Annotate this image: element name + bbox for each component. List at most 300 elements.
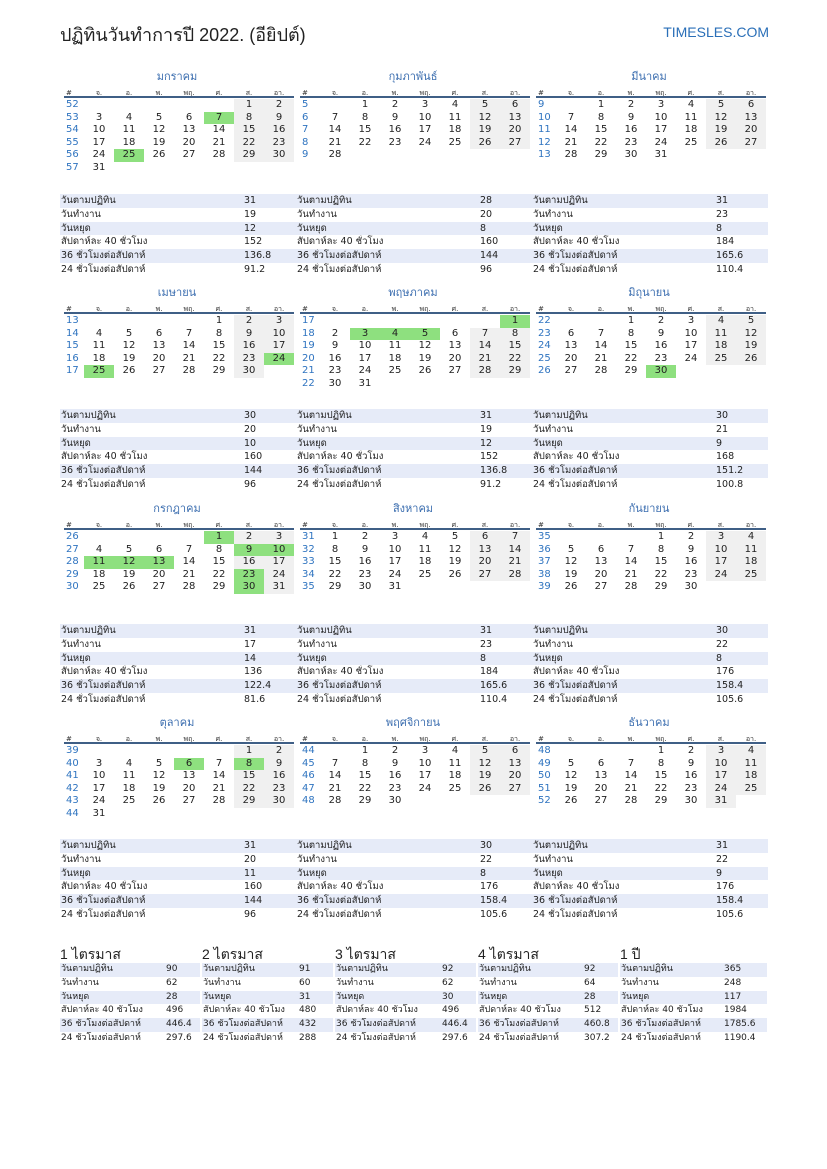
day-cell[interactable]: 5 bbox=[470, 99, 500, 112]
day-cell[interactable]: 4 bbox=[125, 757, 133, 769]
day-cell[interactable]: 6 bbox=[597, 543, 605, 555]
day-cell[interactable]: 28 bbox=[182, 365, 196, 377]
day-cell[interactable]: 10 bbox=[684, 327, 698, 339]
day-cell[interactable]: 16 bbox=[684, 556, 698, 568]
day-cell[interactable]: 17 bbox=[654, 124, 668, 136]
day-cell[interactable]: 29 bbox=[212, 581, 226, 593]
day-cell[interactable]: 13 bbox=[736, 112, 766, 125]
day-cell[interactable]: 20 bbox=[152, 568, 166, 580]
day-cell[interactable]: 31 bbox=[654, 149, 668, 161]
day-cell[interactable]: 31 bbox=[92, 161, 106, 173]
day-cell[interactable]: 15 bbox=[654, 556, 668, 568]
day-cell[interactable]: 29 bbox=[500, 365, 530, 378]
day-cell[interactable]: 17 bbox=[264, 556, 294, 569]
holiday-cell[interactable]: 5 bbox=[410, 328, 440, 341]
day-cell[interactable]: 5 bbox=[736, 315, 766, 328]
day-cell[interactable]: 4 bbox=[687, 99, 695, 110]
day-cell[interactable]: 16 bbox=[624, 124, 638, 136]
day-cell[interactable]: 5 bbox=[451, 531, 459, 542]
day-cell[interactable]: 20 bbox=[736, 124, 766, 137]
day-cell[interactable]: 25 bbox=[448, 136, 462, 148]
day-cell[interactable]: 14 bbox=[624, 556, 638, 568]
day-cell[interactable]: 11 bbox=[122, 124, 136, 136]
day-cell[interactable]: 19 bbox=[470, 124, 500, 137]
day-cell[interactable]: 25 bbox=[92, 581, 106, 593]
day-cell[interactable]: 25 bbox=[122, 795, 136, 807]
day-cell[interactable]: 19 bbox=[122, 568, 136, 580]
day-cell[interactable]: 10 bbox=[706, 758, 736, 771]
day-cell[interactable]: 28 bbox=[328, 149, 342, 161]
day-cell[interactable]: 10 bbox=[92, 124, 106, 136]
day-cell[interactable]: 24 bbox=[706, 783, 736, 796]
day-cell[interactable]: 4 bbox=[706, 315, 736, 328]
day-cell[interactable]: 6 bbox=[470, 531, 500, 544]
day-cell[interactable]: 17 bbox=[388, 556, 402, 568]
day-cell[interactable]: 17 bbox=[418, 770, 432, 782]
day-cell[interactable]: 17 bbox=[92, 782, 106, 794]
day-cell[interactable]: 22 bbox=[624, 352, 638, 364]
day-cell[interactable]: 22 bbox=[212, 352, 226, 364]
day-cell[interactable]: 11 bbox=[122, 770, 136, 782]
day-cell[interactable]: 22 bbox=[234, 783, 264, 796]
day-cell[interactable]: 15 bbox=[624, 340, 638, 352]
day-cell[interactable]: 27 bbox=[182, 795, 196, 807]
day-cell[interactable]: 14 bbox=[328, 770, 342, 782]
holiday-cell[interactable]: 8 bbox=[234, 758, 264, 771]
day-cell[interactable]: 20 bbox=[500, 124, 530, 137]
day-cell[interactable]: 1 bbox=[361, 745, 369, 756]
day-cell[interactable]: 15 bbox=[654, 770, 668, 782]
day-cell[interactable]: 16 bbox=[328, 352, 342, 364]
day-cell[interactable]: 15 bbox=[212, 556, 226, 568]
day-cell[interactable]: 18 bbox=[388, 352, 402, 364]
day-cell[interactable]: 24 bbox=[654, 136, 668, 148]
day-cell[interactable]: 19 bbox=[470, 770, 500, 783]
day-cell[interactable]: 12 bbox=[448, 543, 462, 555]
day-cell[interactable]: 9 bbox=[264, 758, 294, 771]
day-cell[interactable]: 3 bbox=[95, 111, 103, 123]
day-cell[interactable]: 28 bbox=[182, 581, 196, 593]
holiday-cell[interactable]: 25 bbox=[114, 149, 144, 162]
day-cell[interactable]: 28 bbox=[594, 365, 608, 377]
day-cell[interactable]: 28 bbox=[500, 569, 530, 582]
day-cell[interactable]: 14 bbox=[182, 556, 196, 568]
day-cell[interactable]: 23 bbox=[388, 136, 402, 148]
day-cell[interactable]: 24 bbox=[418, 782, 432, 794]
day-cell[interactable]: 17 bbox=[684, 340, 698, 352]
day-cell[interactable]: 6 bbox=[567, 327, 575, 339]
day-cell[interactable]: 31 bbox=[264, 581, 294, 594]
day-cell[interactable]: 24 bbox=[418, 136, 432, 148]
day-cell[interactable]: 5 bbox=[155, 111, 163, 123]
day-cell[interactable]: 18 bbox=[418, 556, 432, 568]
day-cell[interactable]: 8 bbox=[234, 112, 264, 125]
day-cell[interactable]: 12 bbox=[564, 770, 578, 782]
day-cell[interactable]: 2 bbox=[391, 99, 399, 110]
day-cell[interactable]: 16 bbox=[264, 124, 294, 137]
day-cell[interactable]: 8 bbox=[215, 327, 223, 339]
day-cell[interactable]: 10 bbox=[388, 543, 402, 555]
day-cell[interactable]: 19 bbox=[152, 782, 166, 794]
day-cell[interactable]: 28 bbox=[564, 149, 578, 161]
day-cell[interactable]: 11 bbox=[418, 543, 432, 555]
day-cell[interactable]: 11 bbox=[448, 111, 462, 123]
day-cell[interactable]: 1 bbox=[215, 315, 223, 326]
day-cell[interactable]: 7 bbox=[185, 543, 193, 555]
day-cell[interactable]: 13 bbox=[500, 758, 530, 771]
holiday-cell[interactable]: 12 bbox=[114, 556, 144, 569]
holiday-cell[interactable]: 6 bbox=[174, 758, 204, 771]
day-cell[interactable]: 17 bbox=[418, 124, 432, 136]
day-cell[interactable]: 20 bbox=[594, 568, 608, 580]
day-cell[interactable]: 21 bbox=[212, 136, 226, 148]
day-cell[interactable]: 29 bbox=[234, 795, 264, 808]
day-cell[interactable]: 27 bbox=[594, 795, 608, 807]
day-cell[interactable]: 8 bbox=[361, 757, 369, 769]
day-cell[interactable]: 17 bbox=[706, 770, 736, 783]
day-cell[interactable]: 20 bbox=[470, 556, 500, 569]
day-cell[interactable]: 21 bbox=[182, 568, 196, 580]
holiday-cell[interactable]: 23 bbox=[234, 569, 264, 582]
day-cell[interactable]: 7 bbox=[185, 327, 193, 339]
day-cell[interactable]: 19 bbox=[122, 352, 136, 364]
day-cell[interactable]: 13 bbox=[500, 112, 530, 125]
day-cell[interactable]: 25 bbox=[418, 568, 432, 580]
day-cell[interactable]: 23 bbox=[388, 782, 402, 794]
day-cell[interactable]: 14 bbox=[182, 340, 196, 352]
day-cell[interactable]: 18 bbox=[122, 136, 136, 148]
day-cell[interactable]: 22 bbox=[654, 782, 668, 794]
day-cell[interactable]: 30 bbox=[624, 149, 638, 161]
holiday-cell[interactable]: 10 bbox=[264, 544, 294, 557]
day-cell[interactable]: 26 bbox=[564, 795, 578, 807]
day-cell[interactable]: 11 bbox=[736, 544, 766, 557]
day-cell[interactable]: 13 bbox=[470, 544, 500, 557]
day-cell[interactable]: 9 bbox=[627, 111, 635, 123]
day-cell[interactable]: 23 bbox=[654, 352, 668, 364]
day-cell[interactable]: 30 bbox=[358, 581, 372, 593]
day-cell[interactable]: 6 bbox=[500, 745, 530, 758]
day-cell[interactable]: 24 bbox=[92, 149, 106, 161]
day-cell[interactable]: 30 bbox=[684, 581, 698, 593]
day-cell[interactable]: 8 bbox=[597, 111, 605, 123]
day-cell[interactable]: 11 bbox=[736, 758, 766, 771]
day-cell[interactable]: 3 bbox=[95, 757, 103, 769]
day-cell[interactable]: 29 bbox=[234, 149, 264, 162]
day-cell[interactable]: 27 bbox=[500, 783, 530, 796]
day-cell[interactable]: 2 bbox=[361, 531, 369, 542]
day-cell[interactable]: 4 bbox=[736, 745, 766, 758]
day-cell[interactable]: 19 bbox=[418, 352, 432, 364]
day-cell[interactable]: 14 bbox=[470, 340, 500, 353]
day-cell[interactable]: 27 bbox=[152, 365, 166, 377]
day-cell[interactable]: 17 bbox=[92, 136, 106, 148]
day-cell[interactable]: 26 bbox=[122, 581, 136, 593]
day-cell[interactable]: 3 bbox=[264, 315, 294, 328]
day-cell[interactable]: 24 bbox=[388, 568, 402, 580]
day-cell[interactable]: 6 bbox=[451, 327, 459, 339]
day-cell[interactable]: 14 bbox=[212, 124, 226, 136]
day-cell[interactable]: 28 bbox=[328, 795, 342, 807]
day-cell[interactable]: 23 bbox=[234, 353, 264, 366]
day-cell[interactable]: 12 bbox=[470, 112, 500, 125]
day-cell[interactable]: 22 bbox=[594, 136, 608, 148]
day-cell[interactable]: 1 bbox=[657, 531, 665, 542]
day-cell[interactable]: 27 bbox=[152, 581, 166, 593]
day-cell[interactable]: 30 bbox=[264, 795, 294, 808]
day-cell[interactable]: 6 bbox=[155, 543, 163, 555]
day-cell[interactable]: 10 bbox=[418, 757, 432, 769]
day-cell[interactable]: 3 bbox=[706, 745, 736, 758]
day-cell[interactable]: 22 bbox=[500, 353, 530, 366]
day-cell[interactable]: 1 bbox=[331, 531, 339, 542]
day-cell[interactable]: 14 bbox=[328, 124, 342, 136]
holiday-cell[interactable]: 7 bbox=[204, 112, 234, 125]
day-cell[interactable]: 30 bbox=[234, 365, 264, 378]
day-cell[interactable]: 4 bbox=[421, 531, 429, 542]
day-cell[interactable]: 24 bbox=[264, 569, 294, 582]
day-cell[interactable]: 20 bbox=[448, 352, 462, 364]
day-cell[interactable]: 21 bbox=[564, 136, 578, 148]
day-cell[interactable]: 22 bbox=[212, 568, 226, 580]
day-cell[interactable]: 16 bbox=[654, 340, 668, 352]
day-cell[interactable]: 6 bbox=[185, 111, 193, 123]
holiday-cell[interactable]: 30 bbox=[646, 365, 676, 378]
day-cell[interactable]: 14 bbox=[212, 770, 226, 782]
day-cell[interactable]: 21 bbox=[470, 353, 500, 366]
day-cell[interactable]: 5 bbox=[125, 543, 133, 555]
day-cell[interactable]: 20 bbox=[182, 136, 196, 148]
day-cell[interactable]: 18 bbox=[448, 124, 462, 136]
day-cell[interactable]: 29 bbox=[654, 795, 668, 807]
day-cell[interactable]: 21 bbox=[182, 352, 196, 364]
day-cell[interactable]: 20 bbox=[500, 770, 530, 783]
day-cell[interactable]: 9 bbox=[391, 757, 399, 769]
day-cell[interactable]: 26 bbox=[564, 581, 578, 593]
day-cell[interactable]: 9 bbox=[331, 340, 339, 352]
day-cell[interactable]: 2 bbox=[627, 99, 635, 110]
day-cell[interactable]: 3 bbox=[706, 531, 736, 544]
day-cell[interactable]: 7 bbox=[500, 531, 530, 544]
day-cell[interactable]: 29 bbox=[358, 795, 372, 807]
day-cell[interactable]: 24 bbox=[706, 569, 736, 582]
day-cell[interactable]: 6 bbox=[597, 757, 605, 769]
day-cell[interactable]: 8 bbox=[500, 328, 530, 341]
day-cell[interactable]: 9 bbox=[657, 327, 665, 339]
day-cell[interactable]: 24 bbox=[358, 365, 372, 377]
day-cell[interactable]: 4 bbox=[451, 99, 459, 110]
day-cell[interactable]: 12 bbox=[564, 556, 578, 568]
day-cell[interactable]: 19 bbox=[152, 136, 166, 148]
day-cell[interactable]: 2 bbox=[687, 745, 695, 756]
day-cell[interactable]: 8 bbox=[657, 757, 665, 769]
day-cell[interactable]: 23 bbox=[684, 568, 698, 580]
day-cell[interactable]: 28 bbox=[624, 795, 638, 807]
day-cell[interactable]: 2 bbox=[391, 745, 399, 756]
holiday-cell[interactable]: 3 bbox=[350, 328, 380, 341]
day-cell[interactable]: 10 bbox=[92, 770, 106, 782]
day-cell[interactable]: 3 bbox=[391, 531, 399, 542]
day-cell[interactable]: 2 bbox=[264, 745, 294, 758]
day-cell[interactable]: 29 bbox=[328, 581, 342, 593]
day-cell[interactable]: 13 bbox=[564, 340, 578, 352]
day-cell[interactable]: 9 bbox=[687, 757, 695, 769]
day-cell[interactable]: 28 bbox=[624, 581, 638, 593]
day-cell[interactable]: 2 bbox=[331, 327, 339, 339]
day-cell[interactable]: 11 bbox=[684, 111, 698, 123]
day-cell[interactable]: 26 bbox=[470, 137, 500, 150]
day-cell[interactable]: 15 bbox=[594, 124, 608, 136]
day-cell[interactable]: 18 bbox=[92, 568, 106, 580]
day-cell[interactable]: 27 bbox=[448, 365, 462, 377]
day-cell[interactable]: 25 bbox=[736, 569, 766, 582]
day-cell[interactable]: 15 bbox=[358, 770, 372, 782]
day-cell[interactable]: 19 bbox=[448, 556, 462, 568]
day-cell[interactable]: 26 bbox=[470, 783, 500, 796]
day-cell[interactable]: 6 bbox=[500, 99, 530, 112]
day-cell[interactable]: 23 bbox=[328, 365, 342, 377]
day-cell[interactable]: 11 bbox=[388, 340, 402, 352]
day-cell[interactable]: 16 bbox=[234, 556, 264, 569]
day-cell[interactable]: 6 bbox=[155, 327, 163, 339]
day-cell[interactable]: 1 bbox=[627, 315, 635, 326]
day-cell[interactable]: 8 bbox=[215, 543, 223, 555]
day-cell[interactable]: 4 bbox=[95, 543, 103, 555]
day-cell[interactable]: 8 bbox=[657, 543, 665, 555]
day-cell[interactable]: 8 bbox=[627, 327, 635, 339]
day-cell[interactable]: 23 bbox=[264, 783, 294, 796]
day-cell[interactable]: 17 bbox=[358, 352, 372, 364]
day-cell[interactable]: 7 bbox=[597, 327, 605, 339]
day-cell[interactable]: 2 bbox=[264, 99, 294, 112]
day-cell[interactable]: 27 bbox=[500, 137, 530, 150]
day-cell[interactable]: 1 bbox=[234, 745, 264, 758]
day-cell[interactable]: 13 bbox=[182, 124, 196, 136]
day-cell[interactable]: 15 bbox=[212, 340, 226, 352]
day-cell[interactable]: 5 bbox=[125, 327, 133, 339]
day-cell[interactable]: 17 bbox=[706, 556, 736, 569]
day-cell[interactable]: 29 bbox=[212, 365, 226, 377]
day-cell[interactable]: 26 bbox=[736, 353, 766, 366]
day-cell[interactable]: 12 bbox=[122, 340, 136, 352]
day-cell[interactable]: 12 bbox=[418, 340, 432, 352]
day-cell[interactable]: 25 bbox=[388, 365, 402, 377]
day-cell[interactable]: 1 bbox=[234, 99, 264, 112]
day-cell[interactable]: 31 bbox=[388, 581, 402, 593]
day-cell[interactable]: 22 bbox=[358, 782, 372, 794]
day-cell[interactable]: 27 bbox=[564, 365, 578, 377]
day-cell[interactable]: 10 bbox=[706, 544, 736, 557]
day-cell[interactable]: 1 bbox=[361, 99, 369, 110]
day-cell[interactable]: 23 bbox=[684, 782, 698, 794]
holiday-cell[interactable]: 30 bbox=[234, 581, 264, 594]
day-cell[interactable]: 19 bbox=[736, 340, 766, 353]
day-cell[interactable]: 21 bbox=[328, 136, 342, 148]
holiday-cell[interactable]: 9 bbox=[234, 544, 264, 557]
day-cell[interactable]: 7 bbox=[627, 543, 635, 555]
day-cell[interactable]: 26 bbox=[448, 568, 462, 580]
day-cell[interactable]: 16 bbox=[264, 770, 294, 783]
day-cell[interactable]: 19 bbox=[564, 568, 578, 580]
day-cell[interactable]: 7 bbox=[470, 328, 500, 341]
day-cell[interactable]: 28 bbox=[212, 149, 226, 161]
day-cell[interactable]: 30 bbox=[388, 795, 402, 807]
day-cell[interactable]: 30 bbox=[684, 795, 698, 807]
day-cell[interactable]: 13 bbox=[152, 340, 166, 352]
day-cell[interactable]: 18 bbox=[92, 352, 106, 364]
day-cell[interactable]: 14 bbox=[564, 124, 578, 136]
day-cell[interactable]: 5 bbox=[567, 757, 575, 769]
day-cell[interactable]: 5 bbox=[567, 543, 575, 555]
day-cell[interactable]: 21 bbox=[212, 782, 226, 794]
day-cell[interactable]: 10 bbox=[418, 111, 432, 123]
day-cell[interactable]: 20 bbox=[182, 782, 196, 794]
day-cell[interactable]: 26 bbox=[152, 795, 166, 807]
day-cell[interactable]: 24 bbox=[92, 795, 106, 807]
day-cell[interactable]: 21 bbox=[500, 556, 530, 569]
day-cell[interactable]: 18 bbox=[736, 556, 766, 569]
day-cell[interactable]: 18 bbox=[122, 782, 136, 794]
day-cell[interactable]: 26 bbox=[122, 365, 136, 377]
day-cell[interactable]: 21 bbox=[594, 352, 608, 364]
holiday-cell[interactable]: 13 bbox=[144, 556, 174, 569]
day-cell[interactable]: 15 bbox=[328, 556, 342, 568]
day-cell[interactable]: 4 bbox=[125, 111, 133, 123]
day-cell[interactable]: 18 bbox=[684, 124, 698, 136]
day-cell[interactable]: 3 bbox=[687, 315, 695, 326]
day-cell[interactable]: 19 bbox=[564, 782, 578, 794]
day-cell[interactable]: 5 bbox=[155, 757, 163, 769]
day-cell[interactable]: 16 bbox=[358, 556, 372, 568]
day-cell[interactable]: 20 bbox=[152, 352, 166, 364]
day-cell[interactable]: 13 bbox=[594, 770, 608, 782]
day-cell[interactable]: 29 bbox=[594, 149, 608, 161]
day-cell[interactable]: 29 bbox=[624, 365, 638, 377]
day-cell[interactable]: 14 bbox=[594, 340, 608, 352]
day-cell[interactable]: 17 bbox=[264, 340, 294, 353]
day-cell[interactable]: 7 bbox=[215, 757, 223, 769]
day-cell[interactable]: 8 bbox=[331, 543, 339, 555]
day-cell[interactable]: 21 bbox=[624, 568, 638, 580]
day-cell[interactable]: 15 bbox=[358, 124, 372, 136]
day-cell[interactable]: 6 bbox=[736, 99, 766, 112]
day-cell[interactable]: 18 bbox=[706, 340, 736, 353]
holiday-cell[interactable]: 11 bbox=[84, 556, 114, 569]
day-cell[interactable]: 10 bbox=[264, 328, 294, 341]
day-cell[interactable]: 12 bbox=[152, 124, 166, 136]
day-cell[interactable]: 12 bbox=[706, 112, 736, 125]
day-cell[interactable]: 9 bbox=[687, 543, 695, 555]
day-cell[interactable]: 2 bbox=[234, 315, 264, 328]
day-cell[interactable]: 3 bbox=[264, 531, 294, 544]
day-cell[interactable]: 8 bbox=[361, 111, 369, 123]
day-cell[interactable]: 22 bbox=[234, 137, 264, 150]
day-cell[interactable]: 29 bbox=[654, 581, 668, 593]
day-cell[interactable]: 12 bbox=[736, 328, 766, 341]
day-cell[interactable]: 28 bbox=[470, 365, 500, 378]
day-cell[interactable]: 15 bbox=[234, 124, 264, 137]
site-link[interactable]: TIMESLES.COM bbox=[663, 24, 769, 40]
holiday-cell[interactable]: 1 bbox=[500, 315, 530, 328]
day-cell[interactable]: 28 bbox=[212, 795, 226, 807]
day-cell[interactable]: 2 bbox=[687, 531, 695, 542]
day-cell[interactable]: 7 bbox=[567, 111, 575, 123]
day-cell[interactable]: 31 bbox=[92, 807, 106, 819]
holiday-cell[interactable]: 25 bbox=[84, 365, 114, 378]
day-cell[interactable]: 14 bbox=[624, 770, 638, 782]
day-cell[interactable]: 31 bbox=[706, 795, 736, 808]
day-cell[interactable]: 12 bbox=[152, 770, 166, 782]
